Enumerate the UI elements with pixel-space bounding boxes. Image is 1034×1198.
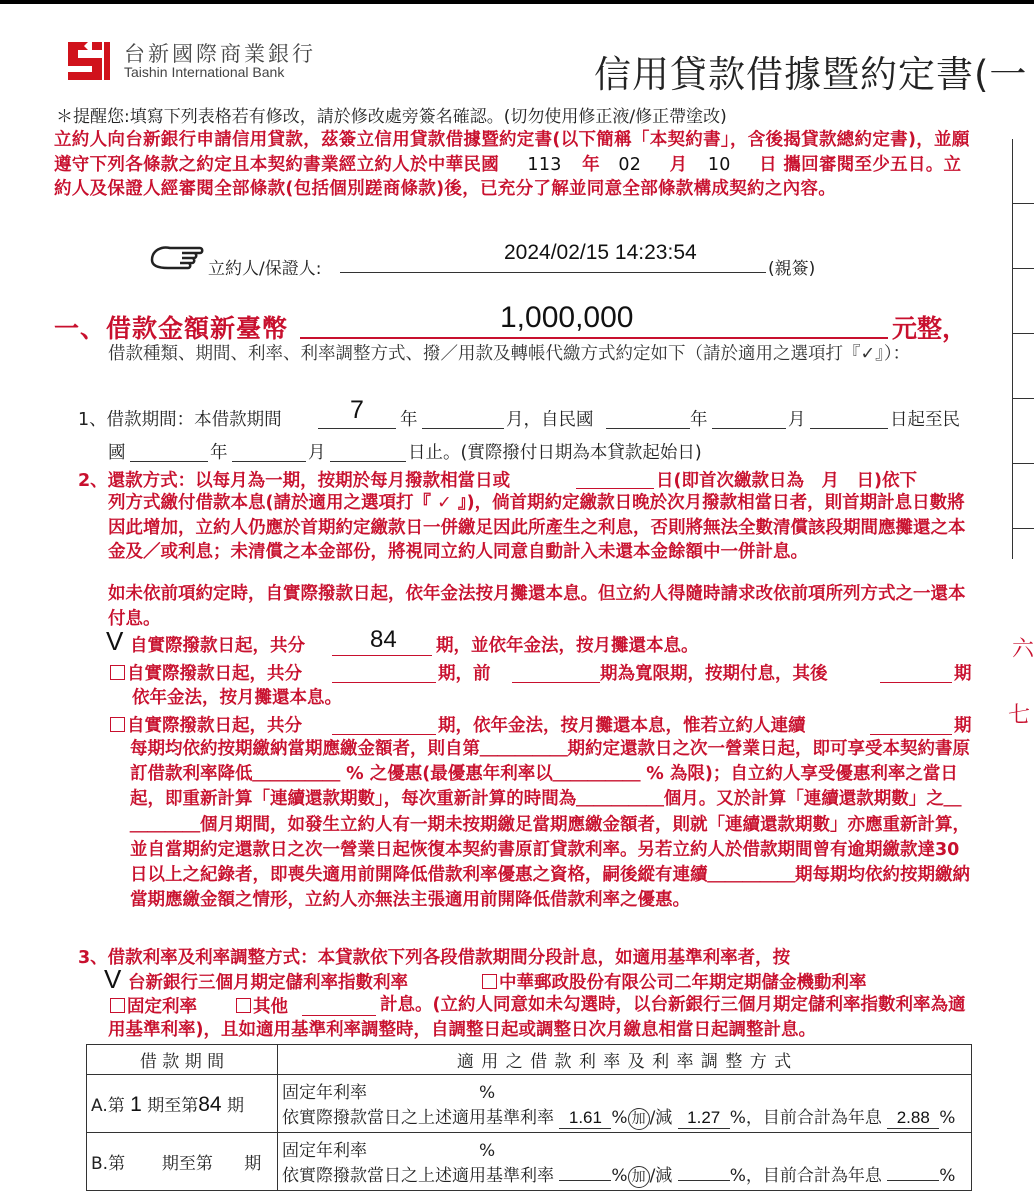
- option2-text-a: 自實際撥款日起，共分: [127, 664, 302, 684]
- row-a-from[interactable]: 1: [130, 1092, 142, 1116]
- option2-text-c: 期為寬限期，按期付息，其後: [600, 664, 828, 684]
- right-margin-frame: [1012, 139, 1034, 559]
- loan-amount-value[interactable]: 1,000,000: [500, 301, 634, 334]
- pointing-hand-icon: [148, 242, 204, 278]
- row-b-plus-circle: 加: [628, 1166, 650, 1188]
- intro-day: 10: [707, 154, 731, 175]
- rate-option-c: 固定利率: [127, 997, 197, 1017]
- row-b-mid: 期至第: [161, 1154, 213, 1174]
- amount-line: [300, 337, 888, 339]
- item1-end-text: 日止。(實際撥付日期為本貸款起始日): [408, 443, 702, 463]
- row-a-total-label: ，目前合計為年息: [745, 1107, 882, 1128]
- intro-day-unit: 日: [759, 154, 777, 175]
- rate-table-head-period: 借 款 期 間: [87, 1045, 278, 1075]
- option2-text-e: 依年金法，按月攤還本息。: [132, 688, 342, 708]
- row-b-minus-value[interactable]: [678, 1180, 730, 1181]
- row-a-to[interactable]: 84: [198, 1092, 222, 1116]
- item2-label-b: 日(即首次繳款日為 月 日)依下: [656, 471, 917, 491]
- reminder-note: ＊提醒您:填寫下列表格若有修改，請於修改處旁簽名確認。(切勿使用修正液/修正帶塗改): [56, 107, 727, 127]
- amount-suffix: 元整，: [892, 314, 968, 343]
- document-title: 信用貸款借據暨約定書(一: [594, 53, 1028, 96]
- row-a-base-value[interactable]: 1.61: [559, 1108, 611, 1129]
- item1-year3-unit: 年: [210, 443, 228, 463]
- row-a-fixed: 固定年利率: [282, 1082, 367, 1103]
- row-b-fixed-pct: %: [479, 1140, 496, 1161]
- rate-row-a-detail: 固定年利率 % 依實際撥款當日之上述適用基準利率 1.61 % 加 /減 1.27 %，目前合計為年息 2.88 %: [278, 1075, 972, 1133]
- signature-line: [340, 272, 766, 273]
- intro-month-unit: 月: [669, 154, 688, 175]
- table-row: [87, 1075, 972, 1133]
- item1-day-start: 日起至民: [890, 410, 960, 430]
- rate-check-mark[interactable]: V: [104, 964, 122, 994]
- row-b-base: 依實際撥款當日之上述適用基準利率: [282, 1165, 554, 1186]
- document-page: [0, 4, 1034, 1198]
- signature-label: 立約人/保證人:: [208, 259, 322, 279]
- table-row: [87, 1133, 972, 1191]
- option3-text-a: 自實際撥款日起，共分: [127, 716, 302, 736]
- rate-option-b-checkbox[interactable]: [482, 974, 497, 989]
- option3-checkbox[interactable]: [110, 717, 125, 732]
- rate-option-b-row[interactable]: [482, 969, 867, 994]
- intro-text-b: 攜回審閱至少五日。立約人及保證人經審閱全部條款(包括個別蹉商條款)後，已充分了解並同意全部條款構成契約之內容。: [54, 154, 962, 200]
- row-a-mid: 期至第: [147, 1095, 199, 1116]
- margin-label-seven: 七: [1008, 703, 1031, 728]
- loan-term-years[interactable]: 7: [350, 396, 364, 424]
- row-b-prefix: B.第: [91, 1154, 126, 1174]
- rate-option-a: 台新銀行三個月期定儲利率指數利率: [128, 973, 408, 993]
- rate-row-a-period: [87, 1075, 278, 1133]
- item2-body: 列方式繳付借款本息(請於適用之選項打『 ✓ 』)，倘首期約定繳款日晚於次月撥款相當日者，則首期計息日數將因此增加，立約人仍應於首期約定繳款日一併繳足因此所產生之利息，否則將無法全數清償該段期間應攤還之本金及／或利息；未清償之本金部份，將視同立約人同意自動計入未還本金餘額中一併計息。: [108, 493, 966, 562]
- item2-body2: 如未依前項約定時，自實際撥款日起，依年金法按月攤還本息。但立約人得隨時請求改依前項所列方式之一還本付息。: [108, 584, 966, 629]
- rate-option-b: 中華郵政股份有限公司二年期定期儲金機動利率: [499, 973, 867, 993]
- bank-logo-icon: [62, 36, 114, 86]
- option2-text-d: 期: [954, 664, 972, 684]
- row-a-total-value[interactable]: 2.88: [887, 1108, 939, 1129]
- row-b-total-label: ，目前合計為年息: [745, 1165, 882, 1186]
- bank-name-cn: 台新國際商業銀行: [124, 42, 316, 66]
- option2-row[interactable]: [110, 660, 302, 685]
- rate-table-head-rate: 適 用 之 借 款 利 率 及 利 率 調 整 方 式: [278, 1045, 972, 1075]
- row-b-total-value[interactable]: [887, 1180, 939, 1181]
- item2-label: 2、還款方式：以每月為一期，按期於每月撥款相當日或: [78, 471, 511, 491]
- rate-option-d: 其他: [253, 997, 288, 1017]
- intro-year-unit: 年: [582, 154, 600, 175]
- row-a-plus-circle: 加: [628, 1108, 650, 1130]
- item3-label: 3、借款利率及利率調整方式：本貸款依下列各段借款期間分段計息，如適用基準利率者，按: [78, 948, 791, 968]
- row-a-prefix: A.第: [91, 1095, 125, 1116]
- intro-roc-year: 113: [527, 154, 562, 175]
- intro-month: 02: [618, 154, 642, 175]
- amount-heading: 一、借款金額新臺幣: [54, 314, 289, 343]
- signature-value[interactable]: 2024/02/15 14:23:54: [504, 241, 697, 264]
- item1-year2-unit: 年: [690, 410, 708, 430]
- row-b-minus: /減: [649, 1165, 673, 1186]
- item1-guo: 國: [108, 443, 126, 463]
- option3-text-c: 期: [954, 716, 972, 736]
- item1-month2-unit: 月: [788, 410, 806, 430]
- item3-tail: 計息。(立約人同意如未勾選時，以台新銀行三個月期定儲利率指數利率為適用基準利率)，且如適用基準利率調整時，自調整日起或調整日次月繳息相當日起調整計息。: [108, 995, 966, 1040]
- option1-text-b: 期，並依年金法，按月攤還本息。: [436, 636, 699, 656]
- item1-label: 1、借款期間：本借款期間: [78, 410, 282, 430]
- option3-row[interactable]: [110, 712, 302, 737]
- row-a-minus: /減: [649, 1107, 673, 1128]
- option1-text-a: 自實際撥款日起，共分: [130, 636, 305, 656]
- option2-checkbox[interactable]: [110, 665, 125, 680]
- option3-text-b: 期，依年金法，按月攤還本息，惟若立約人連續: [438, 716, 806, 736]
- row-a-suffix: 期: [227, 1095, 244, 1116]
- item1-month3-unit: 月: [308, 443, 326, 463]
- bank-name-en: Taishin International Bank: [124, 64, 285, 80]
- intro-paragraph: [54, 128, 976, 202]
- rate-row-b-detail: 固定年利率 % 依實際撥款當日之上述適用基準利率 % 加 /減 %，目前合計為年息 %: [278, 1133, 972, 1191]
- option1-check-mark[interactable]: V: [106, 626, 124, 656]
- row-a-minus-value[interactable]: 1.27: [678, 1108, 730, 1129]
- row-b-base-value[interactable]: [559, 1180, 611, 1181]
- rate-row-b-period: [87, 1133, 278, 1191]
- row-b-fixed: 固定年利率: [282, 1140, 367, 1161]
- row-a-fixed-pct: %: [479, 1082, 496, 1103]
- signature-suffix: (親簽): [768, 259, 816, 279]
- repayment-periods-value[interactable]: 84: [370, 626, 397, 653]
- item1-year-unit: 年: [400, 410, 418, 430]
- item1-month-unit: 月，自民國: [506, 410, 594, 430]
- intro-text-a: 立約人向台新銀行申請信用貸款，茲簽立信用貸款借據暨約定書(以下簡稱「本契約書」，含後揭貸款總約定書)，並願遵守下列各條款之約定且本契約書業經立約人於中華民國: [54, 130, 970, 175]
- row-b-suffix: 期: [244, 1154, 262, 1174]
- option3-body: 每期均依約按期繳納當期應繳金額者，則自第＿＿＿＿＿期約定還款日之次一營業日起，即可享受本契約書原訂借款利率降低＿＿＿＿＿ % 之優惠(最優惠年利率以＿＿＿＿＿ % 為限)；自立約人享受優惠利率之當日起，即重新計算「連續還款期數」，每次重新計算的時間為＿＿＿＿＿個月。又於計算「連續還款期數」之＿＿＿＿＿個月期間，如發生立約人有一期未按期繳足當期應繳金額者，則就「連續還款期數」亦應重新計算，並自當期約定還款日之次一營業日起恢復本契約書原訂貸款利率。另若立約人於借款期間曾有逾期繳款達30日以上之紀錄者，即喪失適用前開降低借款利率優惠之資格，嗣後縱有連續＿＿＿＿＿期每期均依約按期繳納當期應繳金額之情形，立約人亦無法主張適用前開降低借款利率之優惠。: [130, 739, 970, 911]
- rate-table: [86, 1044, 972, 1191]
- margin-label-six: 六: [1012, 637, 1034, 662]
- section1-description: 借款種類、期間、利率、利率調整方式、撥／用款及轉帳代繳方式約定如下（請於適用之選項打『✓』）：: [108, 344, 911, 364]
- option2-text-b: 期，前: [438, 664, 491, 684]
- row-a-base: 依實際撥款當日之上述適用基準利率: [282, 1107, 554, 1128]
